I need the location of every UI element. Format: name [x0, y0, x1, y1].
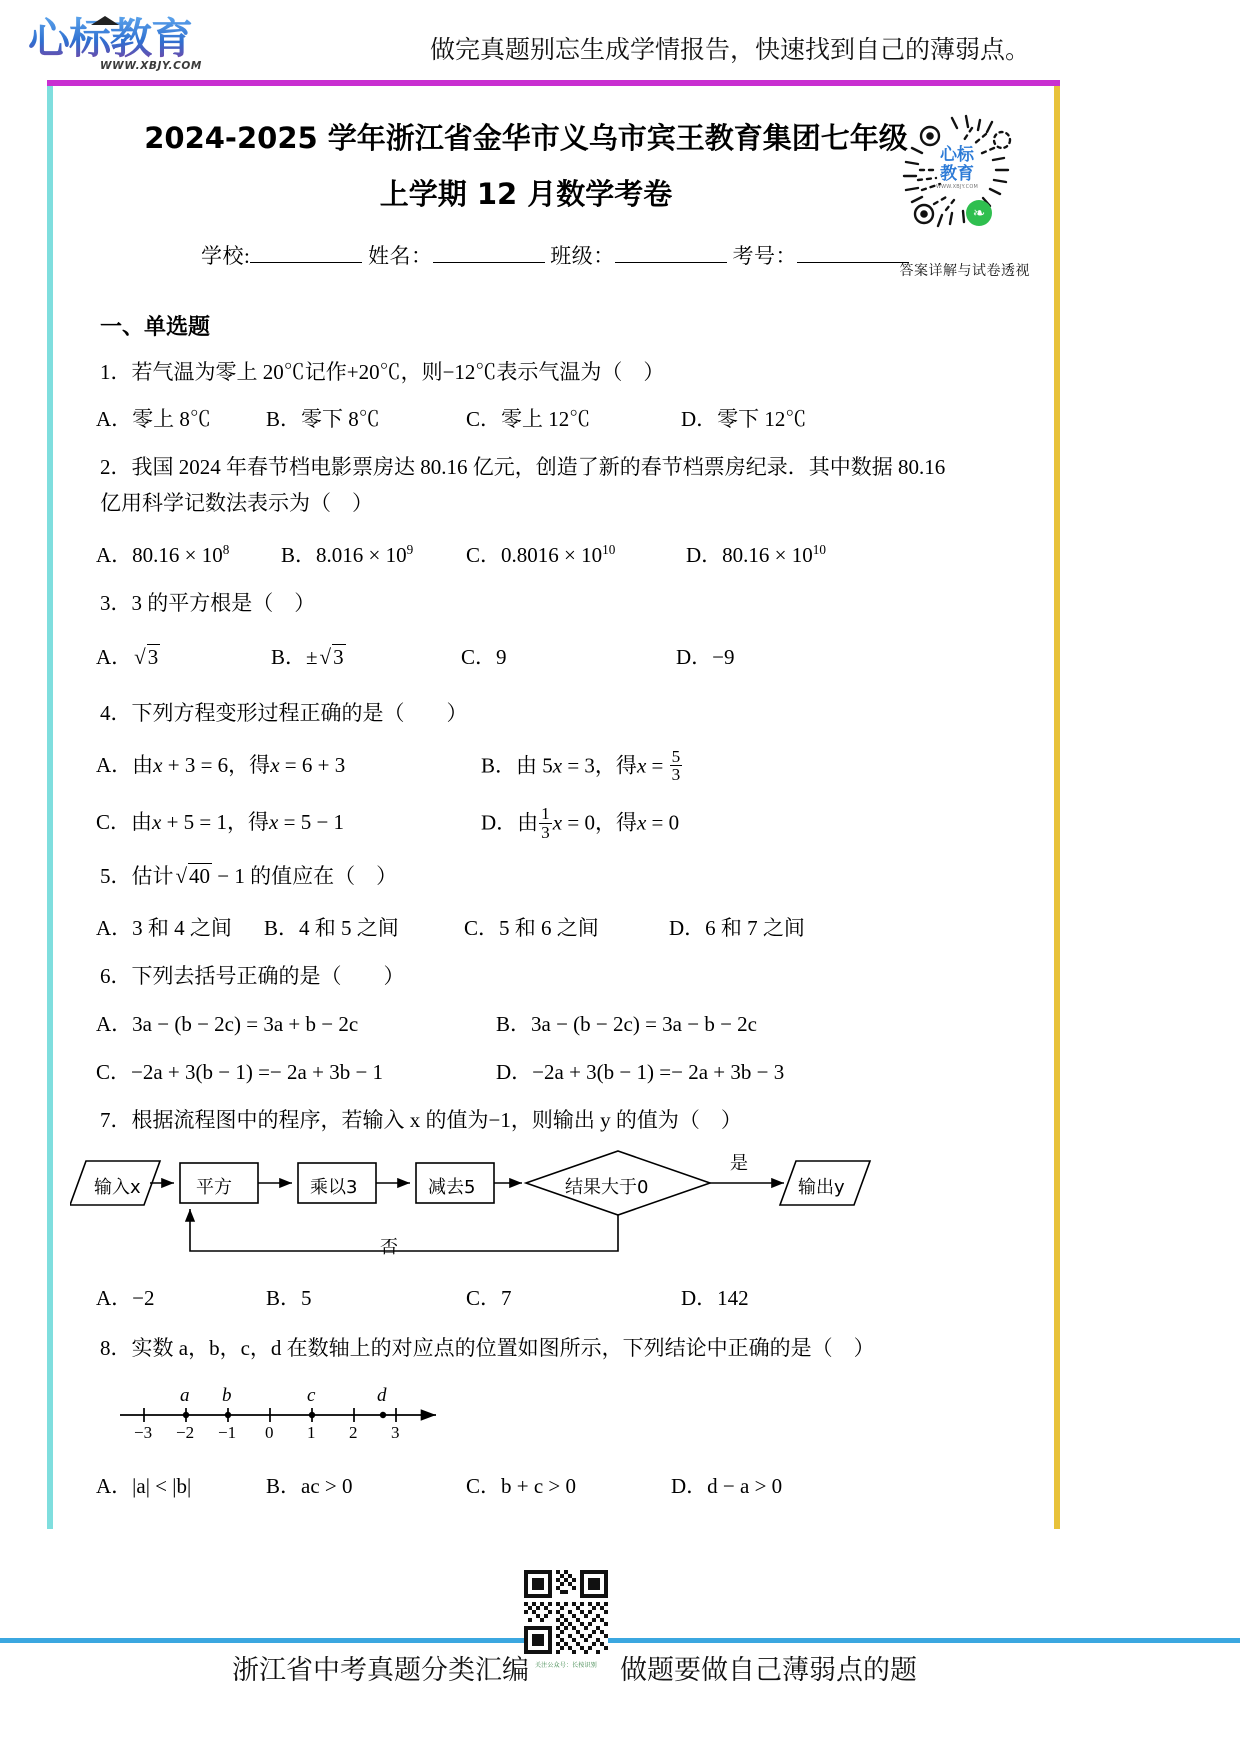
- question-5-stem-prefix: 估计: [131, 863, 174, 888]
- question-4-option-b-prefix: 由 5: [516, 753, 553, 778]
- field-class: [550, 244, 727, 268]
- question-2-stem-cont: [100, 486, 1050, 520]
- question-6: [100, 959, 1050, 993]
- question-5: [100, 859, 1050, 893]
- question-4-option-a-tail: = 6 + 3: [279, 753, 346, 777]
- question-2-number: 2．: [100, 455, 132, 479]
- question-8-option-b[interactable]: B．ac > 0: [266, 1473, 353, 1498]
- field-class-blank[interactable]: [615, 262, 727, 263]
- question-2-option-a-base: 80.16 × 10: [132, 543, 223, 567]
- question-3-number: 3．: [100, 591, 132, 615]
- frame-right-bar: [1054, 86, 1060, 1529]
- question-7-option-d[interactable]: D．142: [681, 1285, 749, 1310]
- question-4-option-c-var2: x: [269, 810, 279, 835]
- qr-code-burst-icon[interactable]: [894, 114, 1018, 242]
- flowchart-decision-label: 结果大于0: [565, 1176, 649, 1198]
- question-2-option-d-base: 80.16 × 10: [722, 543, 813, 567]
- question-2-option-c-base: 0.8016 × 10: [501, 543, 603, 567]
- question-2: [100, 450, 1050, 484]
- flowchart-yes-label: 是: [730, 1152, 748, 1174]
- graduation-cap-icon: [91, 12, 119, 25]
- question-7-option-a[interactable]: A．−2: [96, 1285, 155, 1310]
- question-6-options-row-1: [96, 1007, 1050, 1041]
- question-4-option-c-label: C．: [96, 810, 132, 835]
- question-4-options-row-1: [96, 748, 1050, 783]
- question-5-number: 5．: [100, 863, 132, 888]
- question-3-option-a-label: A．: [96, 645, 133, 669]
- field-name-blank[interactable]: [433, 262, 545, 263]
- question-3-option-c-value: 9: [496, 645, 507, 669]
- question-8-stem: 实数 a，b，c，d 在数轴上的对应点的位置如图所示，下列结论中正确的是（ ）: [131, 1335, 875, 1360]
- question-4-option-b[interactable]: [481, 748, 683, 783]
- question-2-option-c[interactable]: [466, 533, 686, 572]
- question-6-option-b[interactable]: B．3a − (b − 2c) = 3a − b − 2c: [496, 1011, 757, 1036]
- question-7-options: [96, 1281, 1050, 1315]
- question-3-options: [96, 640, 1050, 674]
- question-7-number: 7．: [100, 1107, 132, 1132]
- footer-right-text: 做题要做自己薄弱点的题: [620, 1655, 917, 1686]
- question-6-option-a[interactable]: A．3a − (b − 2c) = 3a + b − 2c: [96, 1011, 359, 1036]
- question-5-option-a[interactable]: A．3 和 4 之间: [96, 915, 232, 940]
- question-2-option-d[interactable]: [686, 533, 826, 572]
- question-5-option-b[interactable]: B．4 和 5 之间: [264, 915, 399, 940]
- question-4-option-a-var2: x: [270, 753, 280, 777]
- question-3-option-a[interactable]: [96, 640, 271, 674]
- flowchart-output-label: 输出y: [798, 1176, 845, 1198]
- flowchart-step2-label: 乘以3: [310, 1176, 358, 1198]
- site-logo: [28, 14, 203, 76]
- question-4-option-a-label: A．: [96, 753, 133, 777]
- question-8-option-a[interactable]: A．|a| < |b|: [96, 1473, 192, 1498]
- field-exam-no-label: 考号：: [732, 244, 798, 268]
- field-class-label: 班级：: [550, 244, 615, 268]
- question-6-option-c[interactable]: C．−2a + 3(b − 1) =− 2a + 3b − 1: [96, 1059, 384, 1084]
- question-4-option-d-prefix: 由: [517, 810, 539, 835]
- wechat-icon[interactable]: ❧: [966, 200, 992, 226]
- qr-logo-line2: 教育: [940, 164, 974, 184]
- question-3-option-d-value: −9: [712, 645, 735, 669]
- question-2-option-c-exp: 10: [602, 542, 616, 557]
- question-3-option-d[interactable]: [676, 640, 735, 674]
- question-5-option-d[interactable]: D．6 和 7 之间: [669, 915, 805, 940]
- question-4-option-d-var1: x: [552, 810, 563, 835]
- question-4: [100, 696, 1050, 730]
- question-3-option-b-label: B．: [271, 645, 307, 669]
- question-2-option-a-label: A．: [96, 543, 133, 567]
- field-school-label: 学校:: [200, 244, 251, 268]
- question-1: [100, 355, 1050, 389]
- number-line-point-b: b: [222, 1384, 232, 1406]
- field-school-blank[interactable]: [250, 262, 362, 263]
- question-2-option-b-label: B．: [281, 543, 317, 567]
- question-2-option-d-exp: 10: [812, 542, 826, 557]
- footer-qr-code[interactable]: [524, 1570, 608, 1668]
- logo-text: 心标教育: [28, 14, 203, 64]
- number-line-point-a: a: [180, 1384, 190, 1406]
- question-4-option-c[interactable]: [96, 805, 481, 840]
- question-4-option-b-label: B．: [481, 753, 517, 778]
- fraction-denominator: 3: [541, 822, 550, 842]
- title-line-2: 上学期 12 月数学考卷: [379, 177, 673, 211]
- question-3-option-b-prefix: ±: [306, 645, 318, 669]
- question-1-options: [96, 402, 1050, 436]
- question-3-stem: 3 的平方根是（ ）: [131, 591, 316, 615]
- fraction-five-thirds: [670, 748, 683, 783]
- question-8-number: 8．: [100, 1335, 132, 1360]
- number-line-tick-3: 3: [391, 1422, 400, 1442]
- question-7-option-c[interactable]: C．7: [466, 1285, 512, 1310]
- qr-logo-line3: WWW.XBJY.COM: [936, 184, 978, 190]
- question-4-option-c-mid: + 5 = 1，得: [161, 810, 270, 835]
- question-4-option-d-var2: x: [636, 810, 647, 835]
- footer-left-text: 浙江省中考真题分类汇编: [232, 1655, 529, 1686]
- question-1-option-c[interactable]: C．零上 12℃: [466, 407, 591, 431]
- top-banner: [0, 0, 1240, 88]
- sqrt-icon: √3: [134, 645, 159, 669]
- qr-logo-line1: 心标: [940, 145, 974, 165]
- question-4-option-a[interactable]: [96, 748, 481, 783]
- question-4-option-b-var2: x: [636, 753, 647, 778]
- flowchart-input-label: 输入x: [94, 1176, 141, 1198]
- question-1-stem: 若气温为零上 20℃记作+20℃，则−12℃表示气温为（ ）: [131, 360, 665, 384]
- banner-slogan: 做完真题别忘生成学情报告，快速找到自己的薄弱点。: [430, 35, 1031, 64]
- question-4-option-d-tail: = 0: [646, 810, 680, 835]
- number-line-point-d: d: [377, 1384, 387, 1406]
- question-2-option-c-label: C．: [466, 543, 502, 567]
- field-exam-no: [733, 244, 910, 268]
- number-line-tick-0: 0: [265, 1422, 274, 1442]
- number-line-tick-2: 2: [349, 1422, 358, 1442]
- number-line-tick--1: −1: [218, 1422, 237, 1442]
- footer-divider: [0, 1638, 1240, 1643]
- question-5-stem-suffix: − 1 的值应在（ ）: [212, 863, 398, 888]
- section-heading: 一、单选题: [100, 315, 211, 340]
- question-2-option-b-base: 8.016 × 10: [316, 543, 407, 567]
- question-3: [100, 586, 1050, 620]
- field-name: [368, 244, 545, 268]
- question-1-option-d[interactable]: D．零下 12℃: [681, 407, 807, 431]
- number-line-diagram: [110, 1379, 490, 1457]
- footer-qr-caption: 关注公众号：长按识别: [534, 1662, 597, 1669]
- question-4-option-b-var1: x: [552, 753, 563, 778]
- question-4-option-a-prefix: 由: [132, 753, 154, 777]
- flowchart-diagram: [70, 1147, 900, 1259]
- question-5-option-c[interactable]: C．5 和 6 之间: [464, 915, 599, 940]
- question-8-option-d[interactable]: D．d − a > 0: [671, 1473, 783, 1498]
- sqrt-icon: √3: [319, 645, 344, 669]
- question-6-options-row-2: [96, 1055, 1050, 1089]
- answer-detail-note[interactable]: 答案详解与试卷透视: [899, 263, 1030, 279]
- fraction-numerator: 5: [671, 747, 681, 766]
- question-2-stem-line2: 亿用科学记数法表示为（ ）: [100, 491, 373, 515]
- number-line-point-c: c: [307, 1384, 316, 1406]
- question-6-options: [96, 1007, 1050, 1089]
- question-4-stem: 下列方程变形过程正确的是（ ）: [131, 701, 468, 725]
- field-school: [201, 244, 362, 268]
- frame-top-bar: [47, 80, 1060, 86]
- question-2-option-a-exp: 8: [222, 542, 230, 557]
- question-6-option-d[interactable]: D．−2a + 3(b − 1) =− 2a + 3b − 3: [496, 1059, 785, 1084]
- exam-paper: [60, 92, 1050, 1522]
- question-2-option-b[interactable]: [281, 533, 466, 572]
- number-line-tick--2: −2: [176, 1422, 195, 1442]
- question-3-option-c-label: C．: [461, 645, 497, 669]
- question-2-options: [96, 533, 1050, 572]
- question-5-radicand: 40: [189, 863, 211, 888]
- qr-inner-logo: [928, 146, 986, 192]
- question-3-option-c[interactable]: [461, 640, 676, 674]
- question-4-options-row-2: [96, 805, 1050, 840]
- title-line-1: 2024-2025 学年浙江省金华市义乌市宾王教育集团七年级: [144, 121, 908, 155]
- question-2-option-d-label: D．: [686, 543, 723, 567]
- question-2-stem-line1: 我国 2024 年春节档电影票房达 80.16 亿元，创造了新的春节档票房纪录．其中数据 80.16: [131, 455, 946, 479]
- fraction-denominator: 3: [671, 765, 681, 785]
- question-4-option-d[interactable]: [481, 805, 679, 840]
- question-4-option-a-mid: + 3 = 6，得: [162, 753, 271, 777]
- question-2-option-a[interactable]: [96, 533, 281, 572]
- question-3-option-b[interactable]: [271, 640, 461, 674]
- question-5-options: [96, 911, 1050, 945]
- question-3-option-a-radicand: 3: [147, 645, 159, 669]
- fraction-one-third: [539, 805, 552, 840]
- question-4-option-d-mid: = 0，得: [562, 810, 637, 835]
- flowchart-step3-label: 减去5: [428, 1176, 476, 1198]
- question-4-option-c-var1: x: [152, 810, 162, 835]
- question-4-option-c-tail: = 5 − 1: [278, 810, 345, 835]
- field-name-label: 姓名：: [368, 244, 433, 268]
- question-1-option-b[interactable]: B．零下 8℃: [266, 407, 380, 431]
- flowchart-no-label: 否: [380, 1236, 398, 1258]
- question-4-option-b-tail: =: [646, 753, 669, 778]
- question-7: [100, 1103, 1050, 1137]
- sqrt-icon: √40: [175, 863, 211, 888]
- question-4-options: [96, 748, 1050, 841]
- field-exam-no-blank[interactable]: [797, 262, 909, 263]
- question-4-option-d-label: D．: [481, 810, 518, 835]
- question-4-option-a-var1: x: [153, 753, 163, 777]
- question-4-option-b-mid: = 3，得: [562, 753, 637, 778]
- question-3-option-d-label: D．: [676, 645, 713, 669]
- question-1-option-a[interactable]: A．零上 8℃: [96, 407, 211, 431]
- frame-left-bar: [47, 86, 53, 1529]
- question-4-number: 4．: [100, 701, 132, 725]
- flowchart-step1-label: 平方: [196, 1176, 232, 1198]
- question-3-option-b-radicand: 3: [333, 645, 344, 669]
- question-7-stem: 根据流程图中的程序，若输入 x 的值为−1，则输出 y 的值为（ ）: [131, 1107, 742, 1132]
- question-1-number: 1．: [100, 360, 132, 384]
- question-6-stem: 下列去括号正确的是（ ）: [131, 963, 405, 988]
- logo-url-text: WWW.XBJY.COM: [100, 60, 202, 72]
- question-8-option-c[interactable]: C．b + c > 0: [466, 1473, 577, 1498]
- question-8: [100, 1331, 1050, 1365]
- question-8-options: [96, 1469, 1050, 1503]
- number-line-tick--3: −3: [134, 1422, 153, 1442]
- question-2-option-b-exp: 9: [406, 542, 414, 557]
- question-7-option-b[interactable]: B．5: [266, 1285, 312, 1310]
- question-6-number: 6．: [100, 963, 132, 988]
- fraction-numerator: 1: [541, 804, 550, 824]
- number-line-tick-1: 1: [307, 1422, 316, 1442]
- question-4-option-c-prefix: 由: [131, 810, 153, 835]
